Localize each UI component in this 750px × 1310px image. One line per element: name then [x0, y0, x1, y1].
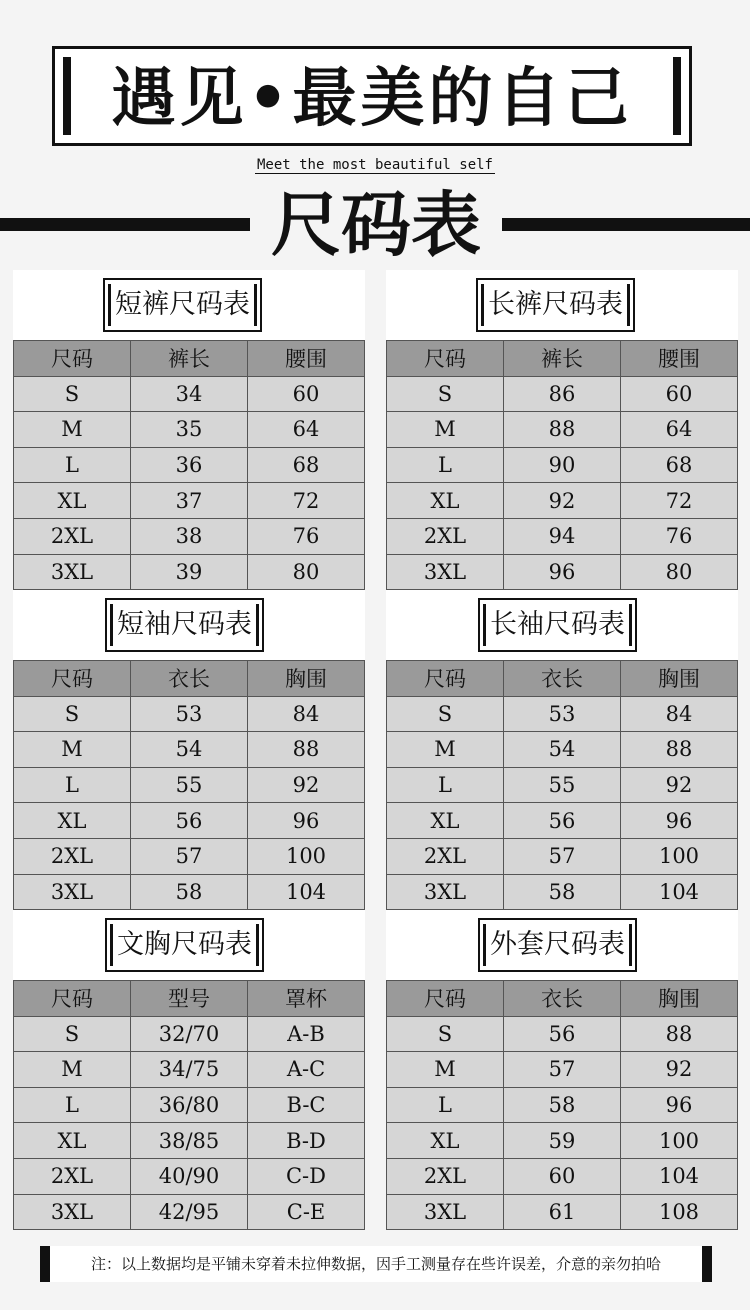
- size-chart-title: 短袖尺码表: [105, 598, 264, 652]
- column-header: 裤长: [131, 341, 248, 377]
- table-cell: 59: [504, 1123, 621, 1159]
- table-row: [387, 696, 738, 732]
- table-cell: 2XL: [387, 838, 504, 874]
- table-cell: 56: [131, 803, 248, 839]
- table-cell: 90: [504, 447, 621, 483]
- table-cell: 40/90: [131, 1158, 248, 1194]
- table-cell: 42/95: [131, 1194, 248, 1230]
- table-cell: 38/85: [131, 1123, 248, 1159]
- column-header: 胸围: [248, 661, 365, 697]
- table-row: [14, 838, 365, 874]
- table-cell: 57: [504, 838, 621, 874]
- table-cell: XL: [14, 483, 131, 519]
- table-cell: M: [387, 1052, 504, 1088]
- slogan-subtitle-row: [0, 157, 750, 173]
- table-row: [387, 1087, 738, 1123]
- table-cell: 104: [621, 874, 738, 910]
- column-header: 尺码: [14, 341, 131, 377]
- table-cell: 2XL: [387, 1158, 504, 1194]
- table-cell: S: [387, 696, 504, 732]
- table-cell: XL: [14, 803, 131, 839]
- title-rule-right: [502, 218, 750, 231]
- table-cell: 53: [131, 696, 248, 732]
- table-cell: 96: [504, 554, 621, 590]
- table-cell: 76: [248, 518, 365, 554]
- column-header: 衣长: [504, 661, 621, 697]
- table-row: [387, 838, 738, 874]
- size-table: [386, 340, 738, 590]
- page-title: 尺码表: [271, 184, 481, 266]
- table-row: [14, 874, 365, 910]
- table-cell: L: [387, 447, 504, 483]
- table-cell: L: [14, 447, 131, 483]
- table-cell: 38: [131, 518, 248, 554]
- table-row: [387, 412, 738, 448]
- table-row: [14, 696, 365, 732]
- table-cell: 104: [621, 1158, 738, 1194]
- table-cell: L: [14, 767, 131, 803]
- size-table: [13, 340, 365, 590]
- table-cell: 2XL: [14, 838, 131, 874]
- table-row: [387, 874, 738, 910]
- table-cell: 58: [131, 874, 248, 910]
- table-cell: 53: [504, 696, 621, 732]
- table-row: [387, 767, 738, 803]
- table-row: [14, 767, 365, 803]
- table-cell: 100: [248, 838, 365, 874]
- table-row: [387, 732, 738, 768]
- table-header-row: [14, 341, 365, 377]
- table-cell: 96: [621, 1087, 738, 1123]
- size-chart-panel: [13, 590, 365, 910]
- table-header-row: [387, 341, 738, 377]
- table-cell: 68: [248, 447, 365, 483]
- table-cell: 96: [248, 803, 365, 839]
- slogan-subtitle: Meet the most beautiful self: [256, 157, 493, 173]
- table-cell: 54: [504, 732, 621, 768]
- table-cell: XL: [387, 803, 504, 839]
- table-row: [14, 803, 365, 839]
- table-cell: S: [387, 1016, 504, 1052]
- table-row: [14, 412, 365, 448]
- disclaimer-note: 注：以上数据均是平铺未穿着未拉伸数据，因手工测量存在些许误差，介意的亲勿拍哈: [40, 1246, 712, 1282]
- table-cell: 100: [621, 1123, 738, 1159]
- slogan-title: 遇见•最美的自己: [111, 62, 633, 136]
- table-cell: 57: [504, 1052, 621, 1088]
- table-cell: M: [387, 732, 504, 768]
- table-header-row: [14, 981, 365, 1017]
- table-cell: 60: [504, 1158, 621, 1194]
- column-header: 罩杯: [248, 981, 365, 1017]
- table-header-row: [387, 981, 738, 1017]
- size-chart-panel: [13, 270, 365, 590]
- column-header: 尺码: [14, 661, 131, 697]
- table-cell: 58: [504, 874, 621, 910]
- table-row: [387, 518, 738, 554]
- table-cell: M: [387, 412, 504, 448]
- table-cell: 60: [621, 376, 738, 412]
- table-cell: 80: [248, 554, 365, 590]
- column-header: 胸围: [621, 981, 738, 1017]
- size-chart-panel: [13, 910, 365, 1230]
- table-cell: M: [14, 1052, 131, 1088]
- column-header: 尺码: [387, 661, 504, 697]
- table-cell: XL: [387, 483, 504, 519]
- table-cell: 92: [621, 767, 738, 803]
- size-chart-title: 长裤尺码表: [476, 278, 635, 332]
- table-cell: C-E: [248, 1194, 365, 1230]
- size-chart-title: 文胸尺码表: [105, 918, 264, 972]
- table-row: [14, 1158, 365, 1194]
- table-cell: 56: [504, 1016, 621, 1052]
- table-row: [14, 1016, 365, 1052]
- column-header: 腰围: [248, 341, 365, 377]
- table-row: [387, 1123, 738, 1159]
- table-row: [14, 447, 365, 483]
- table-cell: 88: [504, 412, 621, 448]
- table-cell: 108: [621, 1194, 738, 1230]
- size-chart-panel: [386, 910, 738, 1230]
- table-cell: 68: [621, 447, 738, 483]
- table-cell: 3XL: [387, 1194, 504, 1230]
- size-chart-title: 长袖尺码表: [478, 598, 637, 652]
- table-cell: 36: [131, 447, 248, 483]
- table-row: [14, 518, 365, 554]
- table-cell: 94: [504, 518, 621, 554]
- table-cell: 34/75: [131, 1052, 248, 1088]
- table-cell: 96: [621, 803, 738, 839]
- table-cell: 64: [621, 412, 738, 448]
- table-cell: 88: [621, 1016, 738, 1052]
- table-cell: 61: [504, 1194, 621, 1230]
- table-cell: 84: [621, 696, 738, 732]
- table-cell: S: [14, 376, 131, 412]
- size-chart-title: 短裤尺码表: [103, 278, 262, 332]
- size-table: [13, 980, 365, 1230]
- table-cell: 58: [504, 1087, 621, 1123]
- table-cell: 92: [248, 767, 365, 803]
- table-cell: A-B: [248, 1016, 365, 1052]
- table-cell: 72: [248, 483, 365, 519]
- table-cell: 3XL: [387, 874, 504, 910]
- table-cell: M: [14, 732, 131, 768]
- table-cell: 2XL: [14, 1158, 131, 1194]
- table-cell: 92: [504, 483, 621, 519]
- table-row: [387, 1194, 738, 1230]
- table-cell: 88: [248, 732, 365, 768]
- table-cell: 36/80: [131, 1087, 248, 1123]
- size-chart-title: 外套尺码表: [478, 918, 637, 972]
- column-header: 尺码: [14, 981, 131, 1017]
- table-cell: L: [387, 1087, 504, 1123]
- slogan-banner: [52, 46, 692, 146]
- table-cell: 3XL: [14, 874, 131, 910]
- table-cell: 2XL: [387, 518, 504, 554]
- table-cell: A-C: [248, 1052, 365, 1088]
- title-rule-left: [0, 218, 250, 231]
- table-cell: 3XL: [387, 554, 504, 590]
- column-header: 衣长: [504, 981, 621, 1017]
- table-row: [14, 1052, 365, 1088]
- table-row: [387, 803, 738, 839]
- table-cell: M: [14, 412, 131, 448]
- table-cell: 86: [504, 376, 621, 412]
- table-cell: 64: [248, 412, 365, 448]
- table-cell: 72: [621, 483, 738, 519]
- table-row: [387, 1016, 738, 1052]
- table-cell: 100: [621, 838, 738, 874]
- size-chart-panel: [386, 270, 738, 590]
- column-header: 尺码: [387, 341, 504, 377]
- table-cell: 55: [504, 767, 621, 803]
- column-header: 胸围: [621, 661, 738, 697]
- table-cell: L: [387, 767, 504, 803]
- table-cell: 39: [131, 554, 248, 590]
- table-cell: 88: [621, 732, 738, 768]
- table-row: [387, 1158, 738, 1194]
- table-cell: S: [14, 696, 131, 732]
- table-cell: B-C: [248, 1087, 365, 1123]
- size-table: [13, 660, 365, 910]
- table-cell: 55: [131, 767, 248, 803]
- column-header: 型号: [131, 981, 248, 1017]
- table-cell: 80: [621, 554, 738, 590]
- size-table: [386, 660, 738, 910]
- size-table: [386, 980, 738, 1230]
- table-cell: S: [387, 376, 504, 412]
- column-header: 腰围: [621, 341, 738, 377]
- table-row: [387, 483, 738, 519]
- table-cell: 60: [248, 376, 365, 412]
- table-row: [387, 554, 738, 590]
- table-header-row: [14, 661, 365, 697]
- table-row: [387, 447, 738, 483]
- table-cell: 84: [248, 696, 365, 732]
- table-cell: 37: [131, 483, 248, 519]
- table-cell: S: [14, 1016, 131, 1052]
- table-row: [387, 376, 738, 412]
- table-cell: 35: [131, 412, 248, 448]
- table-cell: 3XL: [14, 554, 131, 590]
- table-cell: B-D: [248, 1123, 365, 1159]
- table-cell: 104: [248, 874, 365, 910]
- table-row: [387, 1052, 738, 1088]
- table-cell: L: [14, 1087, 131, 1123]
- table-cell: 92: [621, 1052, 738, 1088]
- table-row: [14, 1194, 365, 1230]
- table-header-row: [387, 661, 738, 697]
- table-cell: 56: [504, 803, 621, 839]
- column-header: 尺码: [387, 981, 504, 1017]
- table-cell: 57: [131, 838, 248, 874]
- table-row: [14, 1087, 365, 1123]
- table-row: [14, 732, 365, 768]
- size-chart-panel: [386, 590, 738, 910]
- table-cell: XL: [14, 1123, 131, 1159]
- table-cell: 3XL: [14, 1194, 131, 1230]
- table-row: [14, 554, 365, 590]
- table-row: [14, 1123, 365, 1159]
- table-cell: 54: [131, 732, 248, 768]
- table-cell: 34: [131, 376, 248, 412]
- table-cell: 76: [621, 518, 738, 554]
- column-header: 衣长: [131, 661, 248, 697]
- table-cell: 32/70: [131, 1016, 248, 1052]
- column-header: 裤长: [504, 341, 621, 377]
- table-cell: 2XL: [14, 518, 131, 554]
- table-cell: C-D: [248, 1158, 365, 1194]
- table-row: [14, 376, 365, 412]
- table-cell: XL: [387, 1123, 504, 1159]
- table-row: [14, 483, 365, 519]
